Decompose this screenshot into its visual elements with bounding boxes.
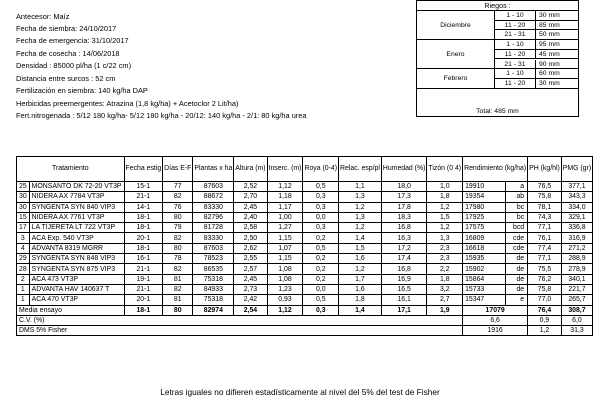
- cell-num: 15: [17, 212, 30, 222]
- cell-roya: 0,5: [303, 182, 339, 192]
- cell-ph: 76,5: [528, 182, 562, 192]
- cell-tizon: 1,0: [427, 182, 463, 192]
- table-row: [17, 233, 593, 243]
- table-row: [17, 295, 593, 305]
- irrigation-period: 11 - 20: [495, 79, 536, 89]
- cell-relac: 1,5: [339, 243, 382, 253]
- cell-letters: a: [505, 182, 527, 192]
- irrigation-amount: 50 mm: [536, 30, 578, 40]
- cell-num: 30: [17, 202, 30, 212]
- cell-hybrid: NIDERA AX 7761 VT3P: [29, 212, 124, 222]
- cell-fecha: 18-1: [124, 243, 163, 253]
- cell-humedad: 17,4: [381, 254, 427, 264]
- cell-rendimiento: 19354: [463, 192, 506, 202]
- mean-humedad: 17,1: [381, 305, 427, 315]
- cell-ph: 76,1: [528, 233, 562, 243]
- cell-letters: de: [505, 254, 527, 264]
- irrigation-month: Enero: [417, 40, 495, 69]
- cell-pmg: 265,7: [561, 295, 592, 305]
- row-spacing-text: Distancia entre surcos : 52 cm: [16, 74, 116, 83]
- cell-inserc: 1,17: [267, 202, 303, 212]
- cell-roya: 0,2: [303, 254, 339, 264]
- cell-tizon: 1,2: [427, 223, 463, 233]
- cell-plantas: 83330: [193, 233, 234, 243]
- cell-plantas: 87603: [193, 182, 234, 192]
- mean-pmg: 308,7: [561, 305, 592, 315]
- cell-humedad: 16,3: [381, 233, 427, 243]
- cell-hybrid: ACA 470 VT3P: [29, 295, 124, 305]
- cell-plantas: 86535: [193, 264, 234, 274]
- cell-relac: 1,2: [339, 223, 382, 233]
- cell-humedad: 17,8: [381, 202, 427, 212]
- cell-ph: 75,8: [528, 284, 562, 294]
- cell-letters: e: [505, 295, 527, 305]
- mean-roya: 0,3: [303, 305, 339, 315]
- cell-fecha: 18-1: [124, 223, 163, 233]
- cell-fecha: 14-1: [124, 202, 163, 212]
- cell-ph: 77,0: [528, 295, 562, 305]
- cell-rendimiento: 15935: [463, 254, 506, 264]
- results-table: [16, 156, 593, 336]
- cell-altura: 2,58: [234, 223, 267, 233]
- cell-hybrid: ADVANTA 8319 MGRR: [29, 243, 124, 253]
- cell-tizon: 1,8: [427, 192, 463, 202]
- cell-altura: 2,50: [234, 233, 267, 243]
- cell-inserc: 0,93: [267, 295, 303, 305]
- cell-letters: cde: [505, 233, 527, 243]
- cell-pmg: 340,1: [561, 274, 592, 284]
- header-fecha: Fecha estig: [124, 157, 163, 182]
- cell-roya: 0,3: [303, 202, 339, 212]
- header-plantas: Plantas x ha: [193, 157, 234, 182]
- irrigation-period: 1 - 10: [495, 40, 536, 50]
- dms-row: [17, 326, 593, 336]
- cell-altura: 2,45: [234, 274, 267, 284]
- cell-relac: 1,3: [339, 212, 382, 222]
- cell-tizon: 1,5: [427, 212, 463, 222]
- cell-roya: 0,0: [303, 212, 339, 222]
- cell-pmg: 316,9: [561, 233, 592, 243]
- density-text: Densidad : 85000 pl/ha (1 c/22 cm): [16, 61, 132, 70]
- cell-pmg: 221,7: [561, 284, 592, 294]
- cell-ph: 74,3: [528, 212, 562, 222]
- cell-ph: 77,4: [528, 243, 562, 253]
- cell-relac: 1,2: [339, 264, 382, 274]
- header-dias: Días E-F: [163, 157, 193, 182]
- cell-dias: 80: [163, 243, 193, 253]
- cell-letters: bc: [505, 212, 527, 222]
- cell-inserc: 1,15: [267, 254, 303, 264]
- cell-rendimiento: 19910: [463, 182, 506, 192]
- cell-hybrid: ADVANTA HAV 140637 T: [29, 284, 124, 294]
- cell-ph: 76,2: [528, 274, 562, 284]
- cell-humedad: 18,3: [381, 212, 427, 222]
- dms-ph: 1,2: [528, 326, 562, 336]
- cell-ph: 75,5: [528, 264, 562, 274]
- cell-tizon: 2,3: [427, 243, 463, 253]
- dms-rendimiento: 1916: [463, 326, 528, 336]
- dms-label: DMS 5% Fisher: [17, 326, 463, 336]
- mean-row: [17, 305, 593, 315]
- cell-rendimiento: 17980: [463, 202, 506, 212]
- cv-rendimiento: 6,6: [463, 315, 528, 325]
- cell-ph: 78,1: [528, 202, 562, 212]
- table-row: [17, 254, 593, 264]
- cell-humedad: 16,9: [381, 274, 427, 284]
- cell-dias: 82: [163, 233, 193, 243]
- cell-altura: 2,62: [234, 243, 267, 253]
- irrigation-period: 11 - 20: [495, 21, 536, 31]
- irrigation-amount: 45 mm: [536, 50, 578, 60]
- cell-rendimiento: 15347: [463, 295, 506, 305]
- cell-relac: 1,6: [339, 254, 382, 264]
- cell-inserc: 1,23: [267, 284, 303, 294]
- table-row: [17, 284, 593, 294]
- cell-hybrid: SYNGENTA SYN 875 VIP3: [29, 264, 124, 274]
- cell-humedad: 17,2: [381, 243, 427, 253]
- cell-plantas: 75318: [193, 295, 234, 305]
- cell-rendimiento: 15733: [463, 284, 506, 294]
- irrigation-table: [416, 0, 579, 117]
- cell-inserc: 1,08: [267, 274, 303, 284]
- cell-plantas: 87603: [193, 243, 234, 253]
- irrigation-title: Riegos :: [417, 1, 578, 11]
- cell-tizon: 3,2: [427, 284, 463, 294]
- cell-num: 1: [17, 284, 30, 294]
- irrigation-month: Febrero: [417, 69, 495, 88]
- cell-dias: 82: [163, 264, 193, 274]
- irrigation-amount: 30 mm: [536, 79, 578, 89]
- cell-hybrid: SYNGENTA SYN 840 VIP3: [29, 202, 124, 212]
- cell-altura: 2,42: [234, 295, 267, 305]
- cell-humedad: 16,8: [381, 264, 427, 274]
- cell-roya: 0,2: [303, 264, 339, 274]
- cell-ph: 77,1: [528, 223, 562, 233]
- cell-pmg: 336,8: [561, 223, 592, 233]
- cell-tizon: 2,2: [427, 264, 463, 274]
- cell-pmg: 334,0: [561, 202, 592, 212]
- table-row: [17, 243, 593, 253]
- header-pmg: PMG (gr): [561, 157, 592, 182]
- cell-num: 28: [17, 264, 30, 274]
- cell-hybrid: ACA 473 VT3P: [29, 274, 124, 284]
- cell-relac: 1,1: [339, 182, 382, 192]
- cell-roya: 0,2: [303, 233, 339, 243]
- cell-altura: 2,45: [234, 202, 267, 212]
- cell-letters: bcd: [505, 223, 527, 233]
- cell-humedad: 16,8: [381, 223, 427, 233]
- cell-roya: 0,5: [303, 243, 339, 253]
- table-row: [17, 182, 593, 192]
- cell-dias: 80: [163, 212, 193, 222]
- cell-altura: 2,52: [234, 182, 267, 192]
- header-tizon: Tizón (0 4): [427, 157, 463, 182]
- cell-fecha: 21-1: [124, 192, 163, 202]
- cell-plantas: 83330: [193, 202, 234, 212]
- mean-ph: 76,4: [528, 305, 562, 315]
- cell-humedad: 16,1: [381, 295, 427, 305]
- cell-pmg: 271,2: [561, 243, 592, 253]
- cell-rendimiento: 17925: [463, 212, 506, 222]
- cell-humedad: 18,0: [381, 182, 427, 192]
- cell-letters: de: [505, 264, 527, 274]
- cell-fecha: 18-1: [124, 212, 163, 222]
- irrigation-month: Diciembre: [417, 11, 495, 40]
- cell-hybrid: MONSANTO DK 72-20 VT3P: [29, 182, 124, 192]
- header-inserc: Inserc. (m): [267, 157, 303, 182]
- cell-roya: 0,3: [303, 223, 339, 233]
- dms-pmg: 31,3: [561, 326, 592, 336]
- cell-pmg: 377,1: [561, 182, 592, 192]
- irrigation-amount: 30 mm: [536, 11, 578, 21]
- irrigation-period: 21 - 31: [495, 30, 536, 40]
- table-row: [17, 212, 593, 222]
- cell-rendimiento: 15902: [463, 264, 506, 274]
- cell-altura: 2,40: [234, 212, 267, 222]
- cell-tizon: 2,3: [427, 254, 463, 264]
- cell-tizon: 1,3: [427, 233, 463, 243]
- cell-rendimiento: 17575: [463, 223, 506, 233]
- cell-pmg: 329,1: [561, 212, 592, 222]
- mean-plantas: 82974: [193, 305, 234, 315]
- cell-fecha: 21-1: [124, 284, 163, 294]
- footnote: Letras iguales no difieren estadísticamente al nivel del 5% del test de Fisher: [160, 387, 440, 397]
- table-row: [17, 202, 593, 212]
- cell-relac: 1,3: [339, 192, 382, 202]
- sowing-fertilization-text: Fertilización en siembra: 140 kg/ha DAP: [16, 86, 148, 95]
- cell-num: 25: [17, 182, 30, 192]
- cell-ph: 75,8: [528, 192, 562, 202]
- cell-tizon: 1,8: [427, 274, 463, 284]
- header-rendimiento: Rendimiento (kg/ha): [463, 157, 528, 182]
- cell-hybrid: NIDERA AX 7784 VT3P: [29, 192, 124, 202]
- table-row: [17, 274, 593, 284]
- cell-rendimiento: 15864: [463, 274, 506, 284]
- cell-inserc: 1,12: [267, 182, 303, 192]
- cell-fecha: 20-1: [124, 295, 163, 305]
- cell-dias: 82: [163, 192, 193, 202]
- cell-fecha: 15-1: [124, 182, 163, 192]
- irrigation-period: 11 - 20: [495, 50, 536, 60]
- cell-hybrid: ACA Exp. 540 VT3P: [29, 233, 124, 243]
- cell-plantas: 75318: [193, 274, 234, 284]
- cv-pmg: 6,0: [561, 315, 592, 325]
- mean-label: Media ensayo: [17, 305, 125, 315]
- cell-fecha: 21-1: [124, 264, 163, 274]
- mean-rendimiento: 17079: [463, 305, 528, 315]
- cell-num: 4: [17, 243, 30, 253]
- cell-num: 1: [17, 295, 30, 305]
- cell-inserc: 1,15: [267, 233, 303, 243]
- nitrogen-fertilization-text: Fert.nitrogenada : 5/12 180 kg/ha- 5/12 180 kg/ha - 20/12: 140 kg/ha - 2/1: 80 kg/ha urea: [16, 111, 307, 120]
- cell-num: 3: [17, 233, 30, 243]
- header-roya: Roya (0-4): [303, 157, 339, 182]
- cell-dias: 81: [163, 295, 193, 305]
- cell-plantas: 78523: [193, 254, 234, 264]
- cell-num: 29: [17, 254, 30, 264]
- cell-inserc: 1,27: [267, 223, 303, 233]
- cell-hybrid: SYNGENTA SYN 848 VIP3: [29, 254, 124, 264]
- cell-roya: 0,0: [303, 284, 339, 294]
- mean-altura: 2,54: [234, 305, 267, 315]
- cell-dias: 81: [163, 274, 193, 284]
- mean-relac: 1,4: [339, 305, 382, 315]
- cell-num: 17: [17, 223, 30, 233]
- cell-fecha: 20-1: [124, 233, 163, 243]
- cv-label: C.V. (%): [17, 315, 463, 325]
- irrigation-amount: 60 mm: [536, 69, 578, 79]
- cell-inserc: 1,08: [267, 264, 303, 274]
- header-humedad: Humedad (%): [381, 157, 427, 182]
- cell-relac: 1,7: [339, 274, 382, 284]
- header-relac: Relac. esp/pl: [339, 157, 382, 182]
- cell-dias: 82: [163, 284, 193, 294]
- table-row: [17, 264, 593, 274]
- table-row: [17, 192, 593, 202]
- irrigation-amount: 95 mm: [536, 40, 578, 50]
- cell-pmg: 343,3: [561, 192, 592, 202]
- cell-relac: 1,4: [339, 233, 382, 243]
- irrigation-period: 1 - 10: [495, 11, 536, 21]
- cell-letters: cde: [505, 243, 527, 253]
- mean-tizon: 1,9: [427, 305, 463, 315]
- cell-relac: 1,6: [339, 284, 382, 294]
- cell-altura: 2,57: [234, 264, 267, 274]
- cell-pmg: 288,9: [561, 254, 592, 264]
- cell-inserc: 1,00: [267, 212, 303, 222]
- table-row: [17, 223, 593, 233]
- cell-dias: 78: [163, 254, 193, 264]
- cell-letters: de: [505, 274, 527, 284]
- cell-roya: 0,5: [303, 295, 339, 305]
- header-ph: PH (kg/hl): [528, 157, 562, 182]
- cell-num: 30: [17, 192, 30, 202]
- cell-relac: 1,2: [339, 202, 382, 212]
- emergence-date-text: Fecha de emergencia: 31/10/2017: [16, 36, 129, 45]
- cell-relac: 1,8: [339, 295, 382, 305]
- cell-inserc: 1,18: [267, 192, 303, 202]
- cell-plantas: 84933: [193, 284, 234, 294]
- cell-dias: 76: [163, 202, 193, 212]
- cell-letters: ab: [505, 192, 527, 202]
- cell-letters: de: [505, 284, 527, 294]
- mean-inserc: 1,12: [267, 305, 303, 315]
- irrigation-amount: 85 mm: [536, 21, 578, 31]
- irrigation-total: Total: 485 mm: [476, 108, 519, 115]
- cell-tizon: 1,2: [427, 202, 463, 212]
- mean-fecha: 18-1: [124, 305, 163, 315]
- cell-altura: 2,55: [234, 254, 267, 264]
- antecesor-text: Antecesor: Maíz: [16, 12, 70, 21]
- cell-fecha: 16-1: [124, 254, 163, 264]
- cell-dias: 77: [163, 182, 193, 192]
- cv-ph: 0,9: [528, 315, 562, 325]
- cell-altura: 2,73: [234, 284, 267, 294]
- cell-tizon: 2,7: [427, 295, 463, 305]
- cell-rendimiento: 16809: [463, 233, 506, 243]
- cell-plantas: 82796: [193, 212, 234, 222]
- sowing-date-text: Fecha de siembra: 24/10/2017: [16, 24, 117, 33]
- irrigation-period: 21 - 31: [495, 60, 536, 70]
- cell-dias: 79: [163, 223, 193, 233]
- cv-row: [17, 315, 593, 325]
- cell-roya: 0,3: [303, 192, 339, 202]
- table-header-row: [17, 157, 593, 182]
- cell-ph: 77,1: [528, 254, 562, 264]
- cell-roya: 0,2: [303, 274, 339, 284]
- cell-hybrid: LA TIJERETA LT 722 VT3P: [29, 223, 124, 233]
- cell-altura: 2,70: [234, 192, 267, 202]
- cell-rendimiento: 16618: [463, 243, 506, 253]
- cell-fecha: 19-1: [124, 274, 163, 284]
- cell-plantas: 88672: [193, 192, 234, 202]
- irrigation-amount: 90 mm: [536, 60, 578, 70]
- herbicides-text: Herbicidas preemergentes: Atrazina (1,8 kg/ha) + Acetoclor 2 Lit/ha): [16, 99, 239, 108]
- cell-pmg: 278,9: [561, 264, 592, 274]
- header-altura: Altura (m): [234, 157, 267, 182]
- header-tratamiento: Tratamiento: [17, 157, 125, 182]
- harvest-date-text: Fecha de cosecha : 14/06/2018: [16, 49, 120, 58]
- cell-letters: bc: [505, 202, 527, 212]
- mean-dias: 80: [163, 305, 193, 315]
- cell-num: 2: [17, 274, 30, 284]
- cell-humedad: 17,3: [381, 192, 427, 202]
- irrigation-period: 1 - 10: [495, 69, 536, 79]
- cell-humedad: 16,5: [381, 284, 427, 294]
- cell-plantas: 81728: [193, 223, 234, 233]
- cell-inserc: 1,07: [267, 243, 303, 253]
